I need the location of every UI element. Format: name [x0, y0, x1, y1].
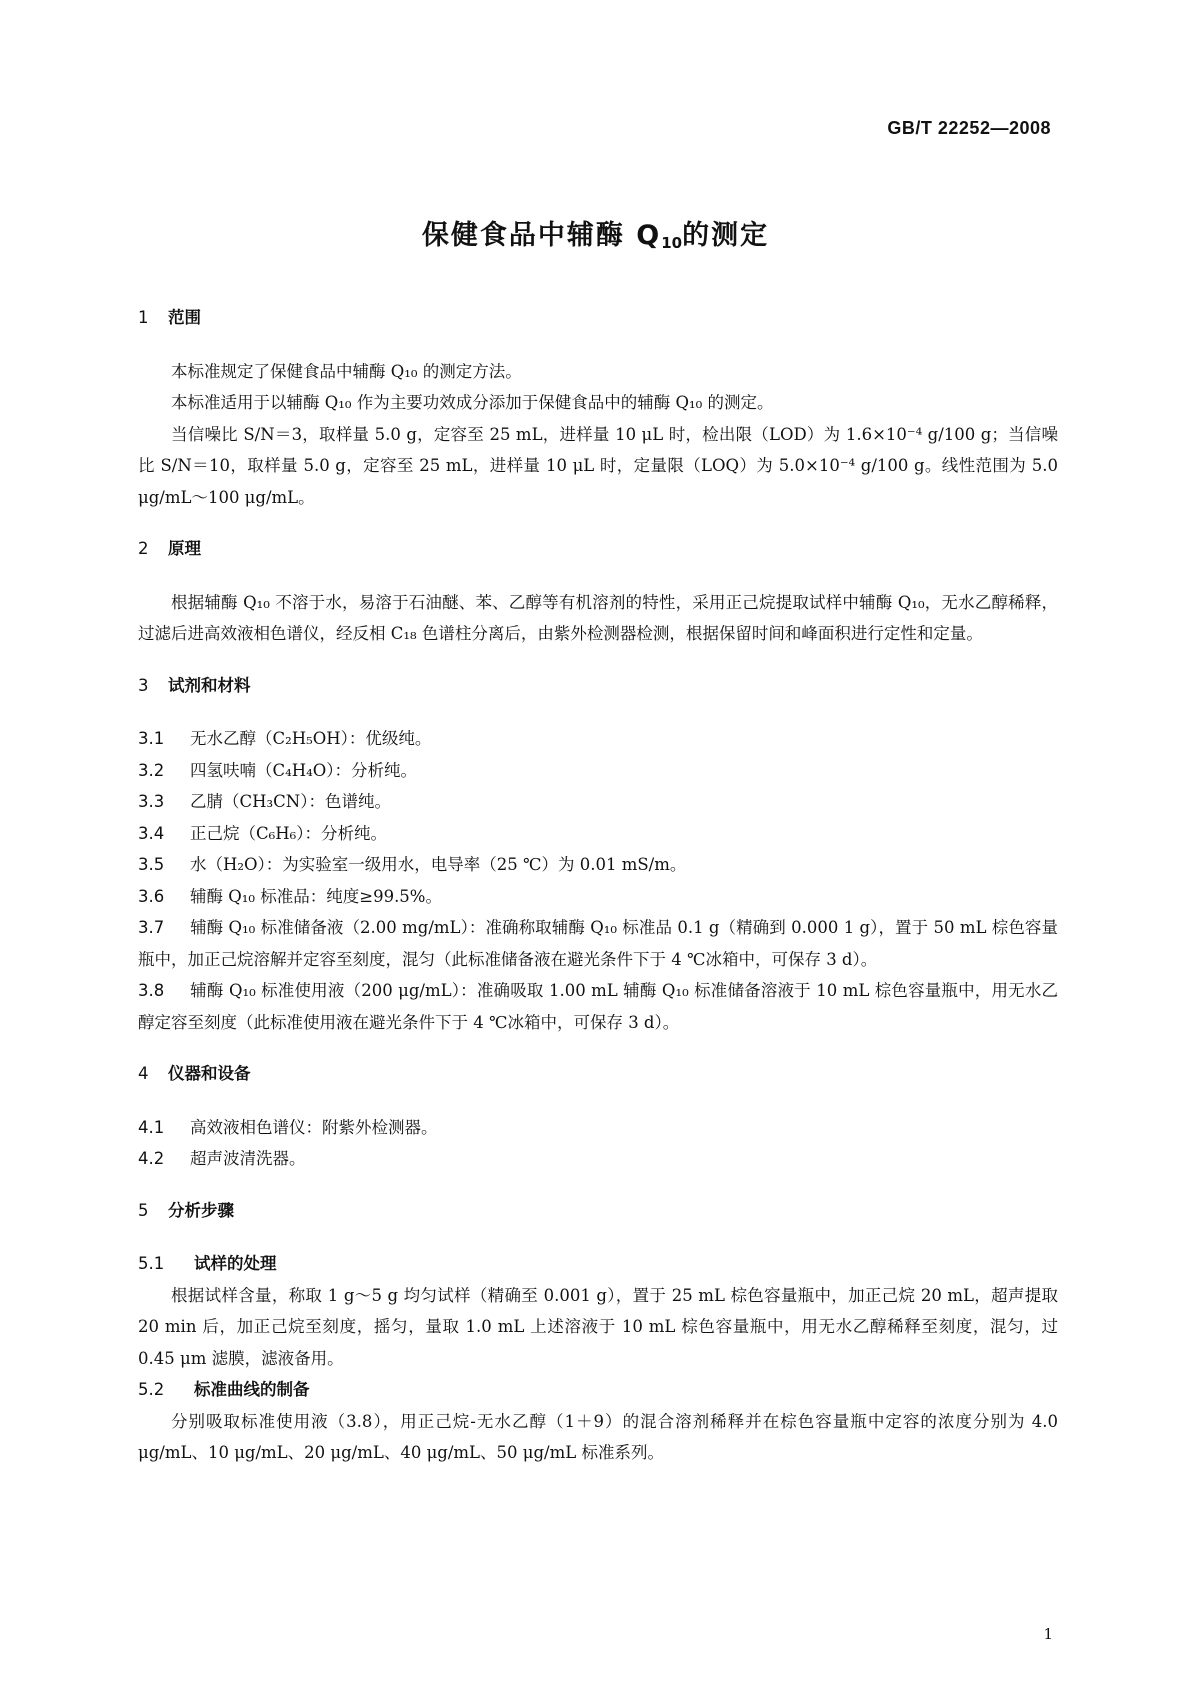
item-text: 四氢呋喃（C₄H₄O）：分析纯。 — [190, 760, 418, 780]
section-title: 仪器和设备 — [168, 1064, 251, 1083]
list-item — [138, 881, 1058, 913]
section-number: 3 — [138, 675, 149, 695]
list-item — [138, 975, 1058, 1038]
paragraph: 分别吸取标准使用液（3.8），用正己烷-无水乙醇（1＋9）的混合溶剂稀释并在棕色容量瓶中定容的浓度分别为 4.0 μg/mL、10 μg/mL、20 μg/mL、40 μg/mL、50 μg/mL 标准系列。 — [138, 1411, 1058, 1462]
section-heading — [138, 1195, 1058, 1227]
paragraph: 根据试样含量，称取 1 g～5 g 均匀试样（精确至 0.001 g），置于 25 mL 棕色容量瓶中，加正己烷 20 mL，超声提取 20 min 后，加正己烷至刻度，摇匀，量取 1.0 mL 上述溶液于 10 mL 棕色容量瓶中，用无水乙醇稀释至刻度，混匀，过 0.45 μm 滤膜，滤液备用。 — [138, 1285, 1058, 1368]
list-item — [138, 912, 1058, 975]
paragraph: 根据辅酶 Q₁₀ 不溶于水，易溶于石油醚、苯、乙醇等有机溶剂的特性，采用正己烷提取试样中辅酶 Q₁₀，无水乙醇稀释，过滤后进高效液相色谱仪，经反相 C₁₈ 色谱柱分离后，由紫外检测器检测，根据保留时间和峰面积进行定性和定量。 — [138, 592, 1058, 643]
item-text: 辅酶 Q₁₀ 标准储备液（2.00 mg/mL）：准确称取辅酶 Q₁₀ 标准品 0.1 g（精确到 0.000 1 g），置于 50 mL 棕色容量瓶中，加正己烷溶解并定容至刻度，混匀（此标准储备液在避光条件下于 4 ℃冰箱中，可保存 3 d）。 — [138, 918, 1058, 969]
item-number: 3.6 — [138, 886, 165, 906]
section-number: 1 — [138, 308, 149, 327]
title-prefix: 保健食品中辅酶 Q — [421, 220, 662, 251]
document-body — [138, 302, 1058, 1489]
list-item — [138, 818, 1058, 850]
subsection-heading — [138, 1374, 1058, 1406]
section-heading — [138, 533, 1058, 565]
item-text: 高效液相色谱仪：附紫外检测器。 — [190, 1117, 438, 1137]
list-item — [138, 1143, 1058, 1175]
list-item — [138, 755, 1058, 787]
section-number: 4 — [138, 1064, 149, 1083]
subsection-number: 5.1 — [138, 1254, 165, 1273]
item-text: 辅酶 Q₁₀ 标准品：纯度≥99.5%。 — [190, 886, 442, 906]
item-number: 3.7 — [138, 918, 165, 937]
standard-code: GB/T 22252—2008 — [887, 118, 1051, 138]
paragraph: 本标准适用于以辅酶 Q₁₀ 作为主要功效成分添加于保健食品中的辅酶 Q₁₀ 的测定。 — [171, 393, 774, 412]
item-text: 乙腈（CH₃CN）：色谱纯。 — [190, 792, 391, 811]
section-heading — [138, 670, 1058, 702]
page-number: 1 — [1043, 1625, 1053, 1643]
section-apparatus — [138, 1058, 1058, 1175]
item-text: 辅酶 Q₁₀ 标准使用液（200 μg/mL）：准确吸取 1.00 mL 辅酶 Q₁₀ 标准储备溶液于 10 mL 棕色容量瓶中，用无水乙醇定容至刻度（此标准使用液在避光条件下于 4 ℃冰箱中，可保存 3 d）。 — [138, 981, 1058, 1032]
paragraph: 当信噪比 S/N＝3，取样量 5.0 g，定容至 25 mL，进样量 10 μL 时，检出限（LOD）为 1.6×10⁻⁴ g/100 g；当信噪比 S/N＝10，取样量 5.0 g，定容至 25 mL，进样量 10 μL 时，定量限（LOQ）为 5.0×10⁻⁴ g/100 g。线性范围为 5.0 μg/mL～100 μg/mL。 — [138, 424, 1058, 507]
section-principle — [138, 533, 1058, 650]
subsection-title: 试样的处理 — [194, 1254, 277, 1273]
section-scope — [138, 302, 1058, 513]
section-reagents — [138, 670, 1058, 1039]
list-item — [138, 849, 1058, 881]
page-title — [0, 213, 1191, 252]
section-heading — [138, 302, 1058, 334]
item-text: 正己烷（C₆H₆）：分析纯。 — [190, 823, 387, 843]
subsection-heading — [138, 1248, 1058, 1280]
section-heading — [138, 1058, 1058, 1090]
list-item — [138, 723, 1058, 755]
section-title: 试剂和材料 — [168, 675, 251, 695]
title-suffix: 的测定 — [682, 220, 770, 251]
item-number: 3.5 — [138, 855, 165, 874]
item-number: 3.3 — [138, 792, 165, 811]
item-number: 3.1 — [138, 729, 165, 748]
section-procedure — [138, 1195, 1058, 1469]
list-item — [138, 1112, 1058, 1144]
subsection-title: 标准曲线的制备 — [194, 1380, 310, 1399]
section-number: 2 — [138, 539, 149, 558]
item-number: 3.4 — [138, 823, 165, 843]
subsection-number: 5.2 — [138, 1380, 165, 1399]
list-item — [138, 786, 1058, 818]
item-number: 4.2 — [138, 1149, 165, 1168]
section-title: 分析步骤 — [168, 1200, 234, 1220]
item-text: 超声波清洗器。 — [190, 1149, 306, 1168]
item-number: 3.8 — [138, 981, 165, 1000]
item-number: 4.1 — [138, 1117, 165, 1137]
item-text: 无水乙醇（C₂H₅OH）：优级纯。 — [190, 729, 432, 748]
title-subscript: 10 — [661, 234, 683, 252]
section-title: 原理 — [168, 539, 201, 558]
section-number: 5 — [138, 1200, 149, 1220]
item-text: 水（H₂O）：为实验室一级用水，电导率（25 ℃）为 0.01 mS/m。 — [190, 855, 687, 874]
item-number: 3.2 — [138, 760, 165, 780]
paragraph: 本标准规定了保健食品中辅酶 Q₁₀ 的测定方法。 — [171, 361, 522, 381]
section-title: 范围 — [168, 308, 201, 327]
